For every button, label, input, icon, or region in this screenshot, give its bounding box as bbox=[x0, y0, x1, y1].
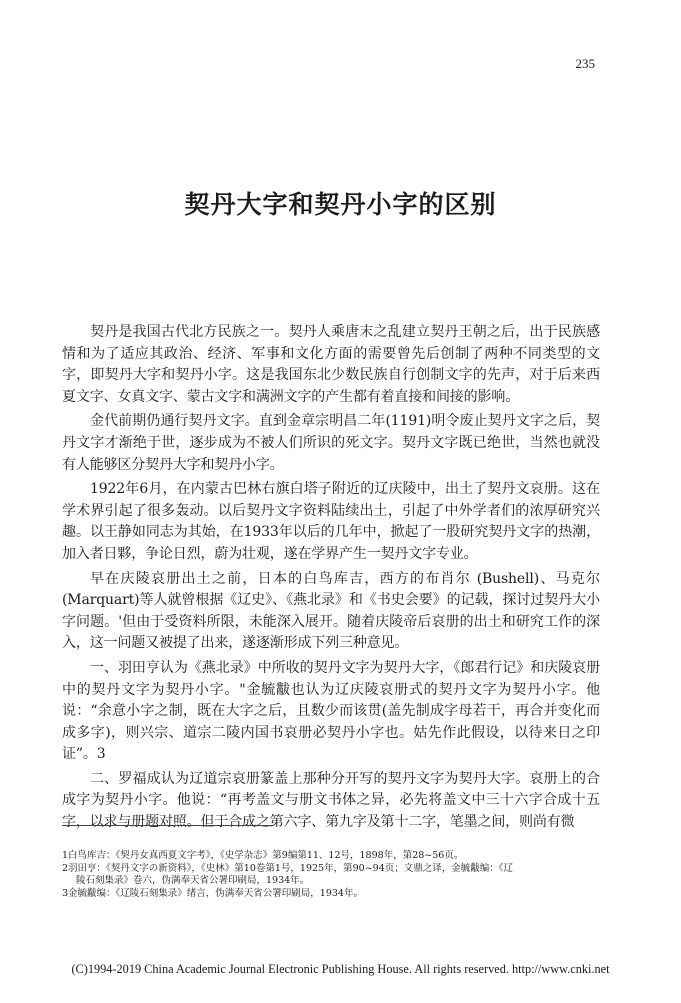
footnote: 3金毓黻编：《辽陵石刻集录》绪言，伪满奉天省公署印刷局，1934年。 bbox=[62, 887, 363, 899]
footnotes bbox=[62, 850, 622, 900]
paragraph: 契丹是我国古代北方民族之一。契丹人乘唐末之乱建立契丹王朝之后，出于民族感情和为了适应其政治、经济、军事和文化方面的需要曾先后创制了两种不同类型的文字，即契丹大字和契丹小字。这是我国东北少数民族自行创制文字的先声，对于后来西夏文字、女真文字、蒙古文字和满洲文字的产生都有着直接和间接的影响。 bbox=[62, 324, 600, 405]
paragraph: 1922年6月，在内蒙古巴林右旗白塔子附近的辽庆陵中，出土了契丹文哀册。这在学术界引起了很多轰动。以后契丹文字资料陆续出土，引起了中外学者们的浓厚研究兴趣。以王静如同志为其始，在1933年以后的几年中，掀起了一股研究契丹文字的热潮，加入者日夥，争论日烈，蔚为壮观，遂在学界产生一契丹文字专业。 bbox=[62, 481, 600, 562]
footnote: 1白鸟库吉：《契丹女真西夏文字考》，《史学杂志》第9编第11、12号，1898年，第28~56页。 bbox=[62, 850, 464, 861]
paragraph: 早在庆陵哀册出土之前，日本的白鸟库吉，西方的布肖尔 (Bushell)、马克尔(Marquart)等人就曾根据《辽史》、《燕北录》和《书史会要》的记载，探讨过契丹大小字问题。'但由于受资料所限，未能深入展开。随着庆陵帝后哀册的出土和研究工作的深入，这一问题又被提了出来，遂逐渐形成下列三种意见。 bbox=[62, 570, 600, 652]
paragraph: 二、罗福成认为辽道宗哀册篆盖上那种分开写的契丹文字为契丹大字。哀册上的合成字为契丹小字。他说：“再考盖文与册文书体之异，必先将盖文中三十六字合成十五字，以求与册题对照。但于合成之第六字、第九字及第十二字，笔墨之间，则尚有微 bbox=[62, 770, 600, 831]
footnote-continuation: 陵石刻集录》卷六，伪满奉天省公署印刷局，1934年。 bbox=[76, 875, 310, 887]
page-number: 235 bbox=[575, 56, 595, 71]
footnote-divider bbox=[62, 825, 274, 826]
page-title: 契丹大字和契丹小字的区别 bbox=[184, 190, 497, 219]
paragraph: 一、羽田亨认为《燕北录》中所收的契丹文字为契丹大字，《郎君行记》和庆陵哀册中的契丹文字为契丹小字。"金毓黻也认为辽庆陵哀册式的契丹文字为契丹小字。他说：“余意小字之制，既在大字之后，且数少而该贯(盖先制成字母若干，再合并变化而成多字)，则兴宗、道宗二陵内国书哀册必契丹小字也。姑先作此假设，以待来日之印证”。3 bbox=[62, 659, 600, 763]
footnote: 2羽田亨：《契丹文字の新资料》，《史林》第10卷第1号，1925年，第90~94页；文鼎之译，金毓黻编：《辽 bbox=[62, 862, 513, 874]
copyright-footer: (C)1994-2019 China Academic Journal Electronic Publishing House. All rights reserved. http://www.cnki.net bbox=[71, 962, 610, 976]
paragraph: 金代前期仍通行契丹文字。直到金章宗明昌二年(1191)明令废止契丹文字之后，契丹文字才渐绝于世，逐步成为不被人们所识的死文字。契丹文字既已绝世，当然也就没有人能够区分契丹大字和契丹小字。 bbox=[62, 413, 600, 473]
article-body bbox=[62, 322, 600, 837]
